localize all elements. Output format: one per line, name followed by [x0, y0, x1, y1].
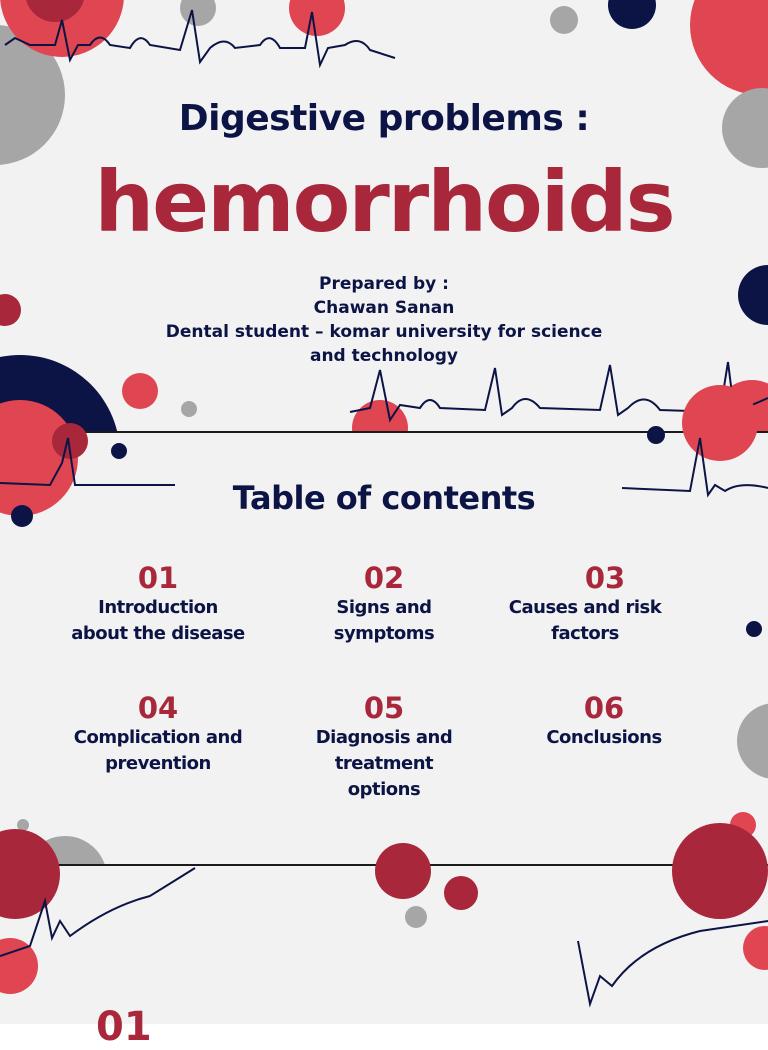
decor-circle [181, 401, 197, 417]
decor-circle [180, 0, 216, 26]
toc-item-label: options [347, 779, 421, 800]
heartbeat-line-icon [578, 921, 768, 1004]
decor-circle [111, 443, 127, 459]
decor-circle [405, 906, 427, 928]
toc-item-number: 02 [363, 561, 405, 595]
toc-item-number: 03 [584, 561, 626, 595]
decor-circle [608, 0, 656, 29]
toc-item-label: about the disease [71, 623, 245, 644]
next-slide-number: 01 [96, 1004, 152, 1050]
toc-item-introduction [58, 561, 258, 647]
decor-circle [682, 385, 758, 461]
decor-circle [289, 0, 345, 36]
toc-title: Table of contents [232, 479, 536, 517]
decor-circle [444, 876, 478, 910]
toc-item-label: Diagnosis and [315, 727, 453, 748]
toc-item-diagnosis [284, 691, 484, 803]
decor-circle [550, 6, 578, 34]
decor-circle [737, 703, 768, 779]
decor-circle [375, 843, 431, 899]
toc-item-label: Causes and risk [508, 597, 662, 618]
toc-item-label: Introduction [98, 597, 218, 618]
toc-item-number: 06 [583, 691, 625, 725]
decor-circle [738, 265, 768, 325]
toc-item-conclusions [504, 691, 704, 751]
toc-item-label: symptoms [333, 623, 435, 644]
cover-subtitle: hemorrhoids [94, 153, 674, 251]
next-slide-decoration [0, 866, 768, 1024]
decor-circle [746, 621, 762, 637]
toc-item-number: 04 [137, 691, 179, 725]
toc-item-number: 01 [137, 561, 179, 595]
decor-circle [672, 823, 768, 919]
toc-item-signs [284, 561, 484, 647]
cover-slide [0, 0, 768, 431]
toc-item-causes [485, 561, 685, 647]
decor-circle [0, 938, 38, 994]
toc-item-label: factors [551, 623, 619, 644]
toc-item-number: 05 [363, 691, 405, 725]
toc-slide [0, 433, 768, 864]
next-slide [0, 866, 768, 1050]
toc-item-label: prevention [105, 753, 211, 774]
prepared-by-block [140, 272, 628, 368]
toc-item-label: Signs and [336, 597, 432, 618]
author-affiliation-line1: Dental student – komar university for science [165, 322, 603, 342]
author-name: Chawan Sanan [313, 298, 455, 318]
cover-title: Digestive problems : [178, 98, 590, 139]
decor-circle [0, 294, 21, 326]
toc-item-label: Complication and [73, 727, 243, 748]
decor-circle [122, 373, 158, 409]
author-affiliation-line2: and technology [309, 346, 459, 366]
decor-circle [743, 926, 768, 970]
decor-circle [647, 426, 665, 444]
toc-item-label: treatment [334, 753, 434, 774]
prepared-by-label: Prepared by : [319, 274, 449, 294]
toc-item-label: Conclusions [546, 727, 662, 748]
decor-circle [690, 0, 768, 95]
toc-item-complication [58, 691, 258, 777]
